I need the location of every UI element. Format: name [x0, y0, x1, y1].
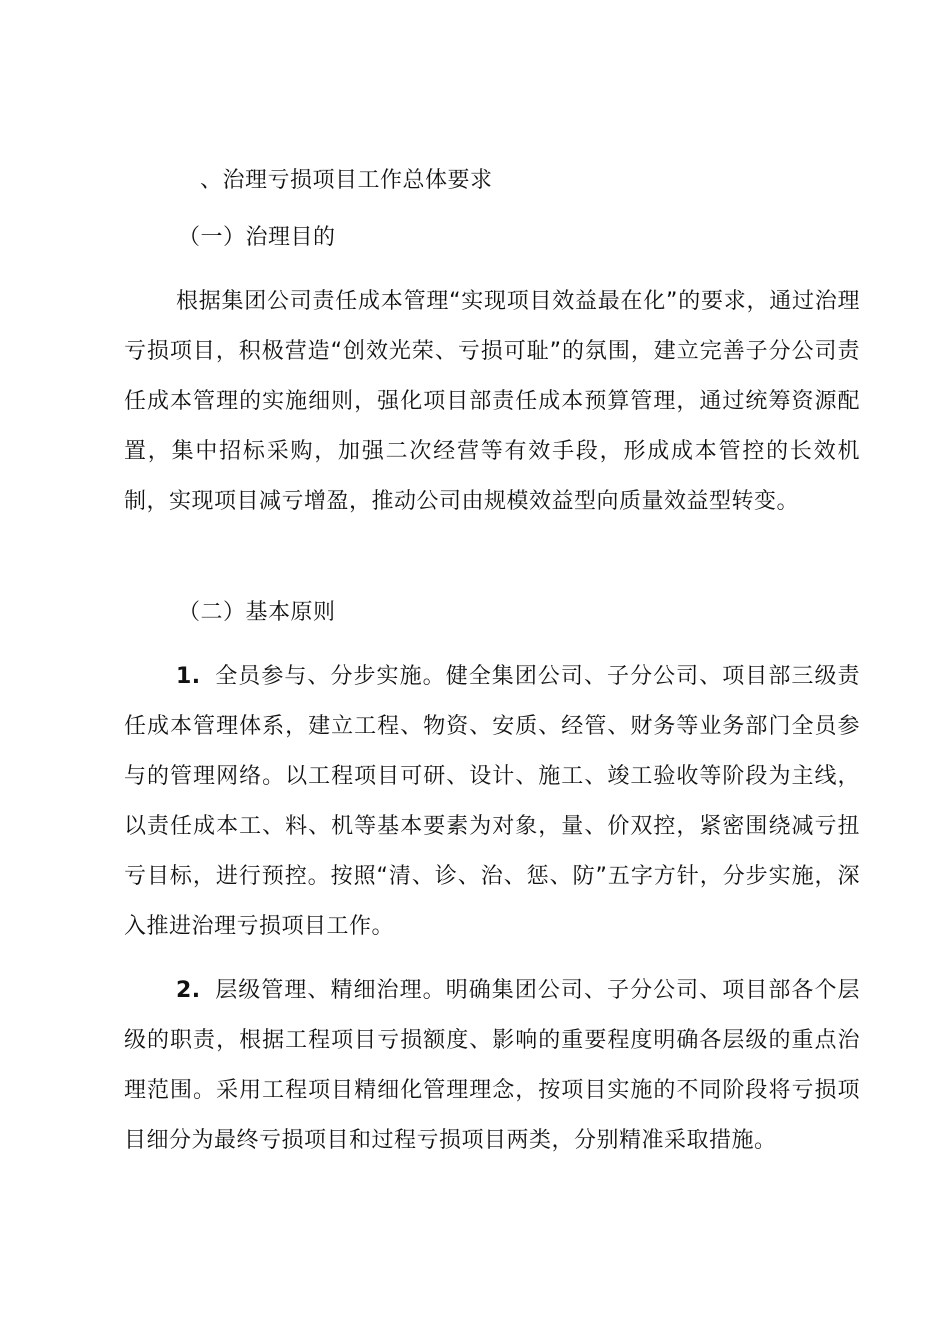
principle-item-2-text: 层级管理、精细治理。明确集团公司、子分公司、项目部各个层级的职责，根据工程项目亏损额度、影响的重要程度明确各层级的重点治理范围。采用工程项目精细化管理理念，按项目实施的不同阶段将亏损项目细分为最终亏损项目和过程亏损项目两类，分别精准采取措施。: [124, 978, 860, 1153]
principle-item-1: [124, 652, 860, 952]
subsection-heading-principles: （二）基本原则: [178, 600, 336, 625]
subsection-heading-purpose: （一）治理目的: [178, 225, 336, 250]
section-heading: 、治理亏损项目工作总体要求: [200, 168, 493, 193]
principle-item-2-number: 2.: [176, 978, 201, 1003]
principle-item-2: [124, 966, 860, 1166]
principle-item-1-text: 全员参与、分步实施。健全集团公司、子分公司、项目部三级责任成本管理体系，建立工程、物资、安质、经管、财务等业务部门全员参与的管理网络。以工程项目可研、设计、施工、竣工验收等阶段为主线，以责任成本工、料、机等基本要素为对象，量、价双控，紧密围绕减亏扭亏目标，进行预控。按照“清、诊、治、惩、防”五字方针，分步实施，深入推进治理亏损项目工作。: [124, 664, 860, 939]
paragraph-purpose: 根据集团公司责任成本管理“实现项目效益最在化”的要求，通过治理亏损项目，积极营造“创效光荣、亏损可耻”的氛围，建立完善子分公司责任成本管理的实施细则，强化项目部责任成本预算管理，通过统筹资源配置，集中招标采购，加强二次经营等有效手段，形成成本管控的长效机制，实现项目减亏增盈，推动公司由规模效益型向质量效益型转变。: [124, 289, 860, 514]
principle-item-1-number: 1.: [176, 664, 201, 689]
